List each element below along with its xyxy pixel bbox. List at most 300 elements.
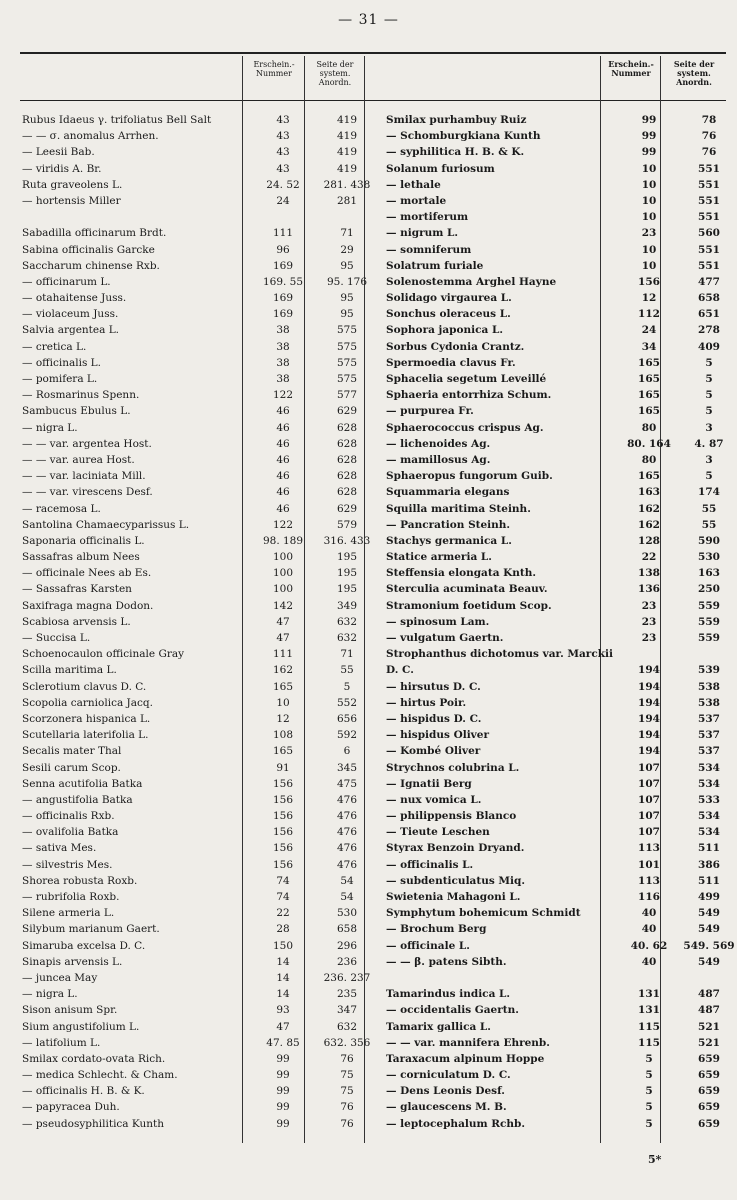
entry-name: — officinalis L. — [22, 356, 101, 369]
entry-name: — — var. argentea Host. — [22, 437, 152, 450]
entry-page: 5 — [705, 470, 713, 483]
index-entry — [386, 679, 737, 695]
entry-page: 577 — [336, 389, 358, 402]
entry-name: Scopolia carniolica Jacq. — [22, 696, 153, 709]
entry-page: 76 — [340, 1101, 354, 1114]
entry-number: 12 — [641, 292, 657, 305]
entry-page: 5 — [705, 405, 713, 418]
entry-name: — — σ. anomalus Arrhen. — [22, 130, 159, 143]
index-entry — [22, 484, 380, 500]
entry-page: 195 — [336, 567, 358, 580]
entry-page: 95 — [340, 292, 354, 305]
entry-name: Sium angustifolium L. — [22, 1020, 140, 1033]
entry-number: 14 — [276, 971, 290, 984]
entry-number: 107 — [638, 810, 660, 823]
entry-number: 24. 52 — [266, 178, 300, 191]
entry-number: 163 — [638, 486, 660, 499]
right-page-header: Seite der system. Anordn. — [673, 59, 715, 87]
entry-number: 165 — [638, 373, 660, 385]
entry-name: — latifolium L. — [22, 1036, 101, 1049]
entry-number: 169 — [272, 292, 294, 305]
entry-page: 476 — [336, 842, 358, 855]
left-number-header: Erschein.- Nummer — [253, 60, 295, 78]
entry-name: Symphytum bohemicum Schmidt — [386, 907, 581, 920]
entry-page: 628 — [336, 470, 358, 483]
index-entry — [386, 355, 737, 371]
index-entry — [22, 468, 380, 484]
entry-name: Scorzonera hispanica L. — [22, 712, 151, 725]
index-entry — [22, 517, 380, 533]
index-entry — [386, 533, 737, 549]
index-entry — [386, 1083, 737, 1099]
index-entry — [22, 840, 380, 856]
entry-name: — medica Schlecht. & Cham. — [22, 1069, 178, 1082]
entry-number: 194 — [638, 729, 660, 742]
entry-number: 40 — [641, 923, 657, 936]
entry-name: Sabina officinalis Garcke — [22, 243, 155, 256]
index-entry — [386, 161, 737, 177]
entry-number: 80. 164 — [627, 437, 671, 450]
entry-name: Scilla maritima L. — [22, 664, 117, 677]
entry-page: 163 — [698, 567, 720, 580]
entry-number: 99 — [276, 1101, 290, 1114]
entry-page: 534 — [698, 826, 720, 839]
top-rule — [20, 52, 726, 54]
entry-name: Sphaeria entorrhiza Schum. — [386, 389, 552, 402]
entry-name: Smilax cordato-ovata Rich. — [22, 1052, 166, 1065]
entry-number: 100 — [272, 583, 294, 596]
entry-name: — Brochum Berg — [386, 923, 487, 936]
entry-number: 47 — [276, 632, 290, 644]
entry-number: 156 — [638, 275, 660, 288]
index-entry — [22, 112, 380, 128]
entry-number: 24 — [641, 324, 657, 337]
entry-page: 533 — [698, 793, 720, 806]
entry-page: 29 — [340, 243, 354, 256]
entry-page: 349 — [336, 599, 358, 612]
entry-name: — Succisa L. — [22, 632, 91, 644]
entry-page: 575 — [336, 356, 358, 369]
entry-number: 23 — [641, 615, 657, 628]
index-entry — [22, 1035, 380, 1051]
entry-number: 108 — [272, 729, 294, 742]
entry-number: 165 — [272, 680, 294, 693]
entry-page: 549 — [698, 955, 720, 968]
entry-number: 96 — [276, 243, 290, 256]
entry-name: — Sassafras Karsten — [22, 583, 132, 596]
index-entry — [386, 193, 737, 209]
index-entry — [22, 743, 380, 759]
index-entry — [386, 646, 737, 662]
index-entry — [22, 549, 380, 565]
index-entry — [22, 792, 380, 808]
entry-page: 55 — [701, 518, 717, 531]
entry-page: 487 — [698, 1004, 720, 1017]
entry-page: 632 — [336, 615, 358, 628]
index-entry — [386, 403, 737, 419]
entry-page: 75 — [340, 1085, 354, 1098]
entry-number: 99 — [276, 1052, 290, 1065]
footer-mark: 5* — [648, 1153, 662, 1166]
entry-name: Stachys germanica L. — [386, 534, 512, 547]
entry-name: — Tieute Leschen — [386, 826, 490, 839]
entry-number: 23 — [641, 227, 657, 240]
index-entry — [22, 695, 380, 711]
entry-number: 131 — [638, 1004, 660, 1017]
index-entry — [22, 371, 380, 387]
index-entry — [22, 1019, 380, 1035]
entry-page: 95. 176 — [326, 275, 368, 288]
entry-number: 194 — [638, 745, 660, 758]
index-entry — [386, 614, 737, 630]
entry-page: 75 — [340, 1069, 354, 1082]
index-entry — [386, 581, 737, 597]
entry-name — [22, 209, 252, 225]
entry-name: Senna acutifolia Batka — [22, 777, 143, 790]
entry-page: 4. 87 — [694, 437, 724, 450]
entry-name: — viridis A. Br. — [22, 162, 102, 175]
entry-name: — cretica L. — [22, 340, 87, 353]
entry-name: — sativa Mes. — [22, 842, 97, 855]
entry-page: 3 — [705, 453, 713, 466]
entry-number: 80 — [641, 453, 657, 466]
index-entry — [22, 711, 380, 727]
entry-page: 5 — [705, 373, 713, 385]
entry-number: 122 — [272, 518, 294, 531]
index-entry — [22, 646, 380, 662]
entry-page: 316. 433 — [323, 534, 371, 547]
entry-name: — juncea May — [22, 971, 98, 984]
entry-name: Silybum marianum Gaert. — [22, 923, 160, 936]
entry-name: Shorea robusta Roxb. — [22, 874, 138, 887]
entry-name: — corniculatum D. C. — [386, 1069, 511, 1082]
entry-number: 46 — [276, 405, 290, 418]
left-page-header: Seite der system. Anordn. — [316, 60, 354, 87]
entry-page: 628 — [336, 486, 358, 499]
entry-name: Strophanthus dichotomus var. Marckii — [386, 648, 613, 661]
index-entry — [22, 436, 380, 452]
entry-name: Statice armeria L. — [386, 551, 492, 564]
entry-number: 156 — [272, 858, 294, 871]
entry-page: 530 — [336, 907, 358, 920]
index-entry — [386, 1051, 737, 1067]
entry-name: Ruta graveolens L. — [22, 178, 123, 191]
entry-number: 99 — [276, 1085, 290, 1098]
entry-number: 107 — [638, 793, 660, 806]
entry-page: 76 — [701, 130, 717, 143]
entry-page: 55 — [340, 664, 354, 677]
entry-page: 628 — [336, 437, 358, 450]
entry-name: Sophora japonica L. — [386, 324, 504, 337]
index-entry — [22, 128, 380, 144]
entry-name: Sonchus oleraceus L. — [386, 308, 511, 321]
entry-number: 34 — [641, 340, 657, 353]
entry-number: 22 — [276, 907, 290, 920]
entry-number: 5 — [645, 1101, 653, 1114]
index-entry — [386, 970, 737, 986]
entry-page: 658 — [336, 923, 358, 936]
entry-name: — papyracea Duh. — [22, 1101, 120, 1114]
entry-name: Sassafras album Nees — [22, 551, 140, 564]
entry-name: Salvia argentea L. — [22, 324, 120, 337]
index-entry — [22, 533, 380, 549]
index-entry — [22, 306, 380, 322]
entry-number: 156 — [272, 793, 294, 806]
entry-page: 551 — [698, 194, 720, 207]
entry-page: 575 — [336, 373, 358, 385]
entry-number: 115 — [638, 1020, 660, 1033]
entry-number: 99 — [641, 146, 657, 159]
entry-name: Solidago virgaurea L. — [386, 292, 512, 305]
entry-number: 113 — [638, 874, 660, 887]
index-entry — [22, 339, 380, 355]
entry-page: 487 — [698, 988, 720, 1001]
entry-page: 549 — [698, 907, 720, 920]
index-entry — [386, 339, 737, 355]
entry-number: 99 — [641, 130, 657, 143]
entry-page: 534 — [698, 777, 720, 790]
entry-name: Sterculia acuminata Beauv. — [386, 583, 548, 596]
index-entry — [22, 258, 380, 274]
entry-name: — mortiferum — [386, 211, 469, 224]
index-entry — [386, 501, 737, 517]
entry-name: — racemosa L. — [22, 502, 101, 515]
entry-page: 551 — [698, 259, 720, 272]
entry-number: 46 — [276, 486, 290, 499]
entry-page: 5 — [343, 680, 351, 693]
entry-name: — subdenticulatus Miq. — [386, 874, 526, 887]
entry-page: 537 — [698, 712, 720, 725]
index-entry — [22, 857, 380, 873]
index-entry — [22, 970, 380, 986]
index-entry — [386, 452, 737, 468]
entry-page: 281 — [336, 194, 358, 207]
entry-page: 551 — [698, 243, 720, 256]
entry-name: — mamillosus Ag. — [386, 453, 491, 466]
index-entry — [386, 743, 737, 759]
entry-name: — hispidus D. C. — [386, 712, 482, 725]
entry-name: — otahaitense Juss. — [22, 292, 127, 305]
index-entry — [22, 1083, 380, 1099]
index-entry — [386, 112, 737, 128]
entry-number: 38 — [276, 340, 290, 353]
index-entry — [22, 662, 380, 678]
index-entry — [22, 954, 380, 970]
entry-page: 477 — [698, 275, 720, 288]
entry-name: — officinalis H. B. & K. — [22, 1085, 145, 1098]
entry-number: 111 — [272, 648, 294, 661]
entry-number: 74 — [276, 891, 290, 903]
entry-number: 194 — [638, 664, 660, 677]
entry-name: — lichenoides Ag. — [386, 437, 491, 450]
entry-page: 629 — [336, 502, 358, 515]
index-entry — [386, 598, 737, 614]
entry-number: 165 — [638, 356, 660, 369]
entry-number: 46 — [276, 502, 290, 515]
entry-name: — ovalifolia Batka — [22, 826, 119, 839]
index-entry — [22, 938, 380, 954]
entry-number: 47 — [276, 615, 290, 628]
entry-name: — Ignatii Berg — [386, 777, 472, 790]
right-number-header: Erschein.- Nummer — [608, 59, 654, 78]
entry-number: 100 — [272, 567, 294, 580]
entry-number: 46 — [276, 470, 290, 483]
entry-name: Smilax purhambuy Ruiz — [386, 114, 527, 126]
entry-page: 499 — [698, 891, 720, 903]
entry-name: Rubus Idaeus γ. trifoliatus Bell Salt — [22, 114, 212, 126]
entry-number: 46 — [276, 437, 290, 450]
entry-page: 658 — [698, 292, 720, 305]
entry-number: 156 — [272, 842, 294, 855]
entry-name: — hortensis Miller — [22, 194, 121, 207]
entry-number: 47. 85 — [266, 1036, 300, 1049]
entry-name: — vulgatum Gaertn. — [386, 632, 504, 644]
entry-page: 78 — [701, 114, 717, 126]
index-entry — [386, 1116, 737, 1132]
index-entry — [22, 808, 380, 824]
entry-number: 10 — [641, 178, 657, 191]
entry-name: D. C. — [386, 664, 414, 677]
index-entry — [22, 177, 380, 193]
entry-number: 38 — [276, 356, 290, 369]
entry-number: 165 — [638, 389, 660, 402]
index-entry — [386, 921, 737, 937]
entry-page: 534 — [698, 810, 720, 823]
entry-page: 236. 237 — [323, 971, 371, 984]
entry-number: 136 — [638, 583, 660, 596]
index-entry — [22, 824, 380, 840]
index-entry — [22, 1051, 380, 1067]
entry-number: 43 — [276, 146, 290, 159]
entry-name: Sabadilla officinarum Brdt. — [22, 227, 167, 240]
entry-name: — nux vomica L. — [386, 793, 482, 806]
entry-page: 195 — [336, 583, 358, 596]
entry-name: Squammaria elegans — [386, 486, 510, 499]
index-entry — [386, 840, 737, 856]
entry-page: 476 — [336, 858, 358, 871]
entry-number: 10 — [641, 162, 657, 175]
entry-name: Steffensia elongata Knth. — [386, 567, 537, 580]
entry-page: 236 — [336, 955, 358, 968]
entry-number: 169 — [272, 308, 294, 321]
entry-number: 28 — [276, 923, 290, 936]
entry-name: Sambucus Ebulus L. — [22, 405, 131, 418]
entry-name: Schoenocaulon officinale Gray — [22, 648, 185, 661]
index-entry — [386, 322, 737, 338]
entry-number: 131 — [638, 988, 660, 1001]
entry-name: — angustifolia Batka — [22, 793, 133, 806]
entry-number: 156 — [272, 826, 294, 839]
entry-name: Sclerotium clavus D. C. — [22, 680, 147, 693]
entry-name: Taraxacum alpinum Hoppe — [386, 1052, 545, 1065]
index-entry — [386, 128, 737, 144]
entry-page: 560 — [698, 227, 720, 240]
index-entry — [386, 387, 737, 403]
entry-number: 98. 189 — [262, 534, 304, 547]
entry-name: — — β. patens Sibth. — [386, 955, 507, 968]
entry-page: 71 — [340, 648, 354, 661]
entry-number: 5 — [645, 1052, 653, 1065]
entry-page: 521 — [698, 1020, 720, 1033]
entry-page: 419 — [336, 162, 358, 175]
entry-page: 511 — [698, 874, 720, 887]
index-entry — [22, 1116, 380, 1132]
entry-page: 296 — [336, 939, 358, 952]
entry-page: 551 — [698, 211, 720, 224]
entry-page: 534 — [698, 761, 720, 774]
index-entry — [386, 630, 737, 646]
index-entry — [22, 144, 380, 160]
index-entry — [386, 1067, 737, 1083]
entry-name — [386, 970, 622, 986]
entry-name: Sphacelia segetum Leveillé — [386, 373, 547, 385]
entry-name: — violaceum Juss. — [22, 308, 119, 321]
entry-name: Solenostemma Arghel Hayne — [386, 275, 557, 288]
index-entry — [22, 322, 380, 338]
entry-page: 54 — [340, 874, 354, 887]
entry-page: 575 — [336, 324, 358, 337]
index-entry — [386, 905, 737, 921]
index-entry — [386, 209, 737, 225]
index-entry — [22, 598, 380, 614]
entry-number: 5 — [645, 1085, 653, 1098]
entry-name: — hirtus Poir. — [386, 696, 467, 709]
entry-name: Sison anisum Spr. — [22, 1004, 118, 1017]
entry-page: 345 — [336, 761, 358, 774]
entry-number: 10 — [641, 243, 657, 256]
entry-page: 71 — [340, 227, 354, 240]
index-entry — [386, 290, 737, 306]
entry-name: Saxifraga magna Dodon. — [22, 599, 154, 612]
entry-number: 165 — [638, 405, 660, 418]
entry-name: — silvestris Mes. — [22, 858, 113, 871]
index-entry — [22, 193, 380, 209]
index-entry — [22, 1067, 380, 1083]
index-entry — [22, 614, 380, 630]
entry-page: 3 — [705, 421, 713, 434]
entry-page: 419 — [336, 114, 358, 126]
entry-number — [622, 970, 676, 986]
entry-name: Scabiosa arvensis L. — [22, 615, 131, 628]
entry-name: — officinalis Rxb. — [22, 810, 115, 823]
entry-page: 575 — [336, 340, 358, 353]
entry-number: 101 — [638, 858, 660, 871]
entry-name: — Pancration Steinh. — [386, 518, 511, 531]
index-entry — [22, 242, 380, 258]
index-entry — [386, 371, 737, 387]
entry-page: 559 — [698, 632, 720, 644]
entry-name: Saccharum chinense Rxb. — [22, 259, 160, 272]
entry-number: 169. 55 — [262, 275, 304, 288]
entry-name: — — var. mannifera Ehrenb. — [386, 1036, 550, 1049]
index-entry — [386, 1035, 737, 1051]
entry-name: Strychnos colubrina L. — [386, 761, 520, 774]
entry-number: 93 — [276, 1004, 290, 1017]
index-entry — [22, 630, 380, 646]
entry-name: — mortale — [386, 194, 447, 207]
entry-name: — Kombé Oliver — [386, 745, 481, 758]
index-entry — [386, 662, 737, 678]
entry-page: 579 — [336, 518, 358, 531]
index-entry — [22, 760, 380, 776]
index-entry — [386, 517, 737, 533]
entry-number: 14 — [276, 988, 290, 1001]
entry-number: 10 — [641, 211, 657, 224]
entry-page: 95 — [340, 259, 354, 272]
index-entry — [386, 565, 737, 581]
entry-name: — — var. laciniata Mill. — [22, 470, 146, 483]
entry-name: Spermoedia clavus Fr. — [386, 356, 516, 369]
